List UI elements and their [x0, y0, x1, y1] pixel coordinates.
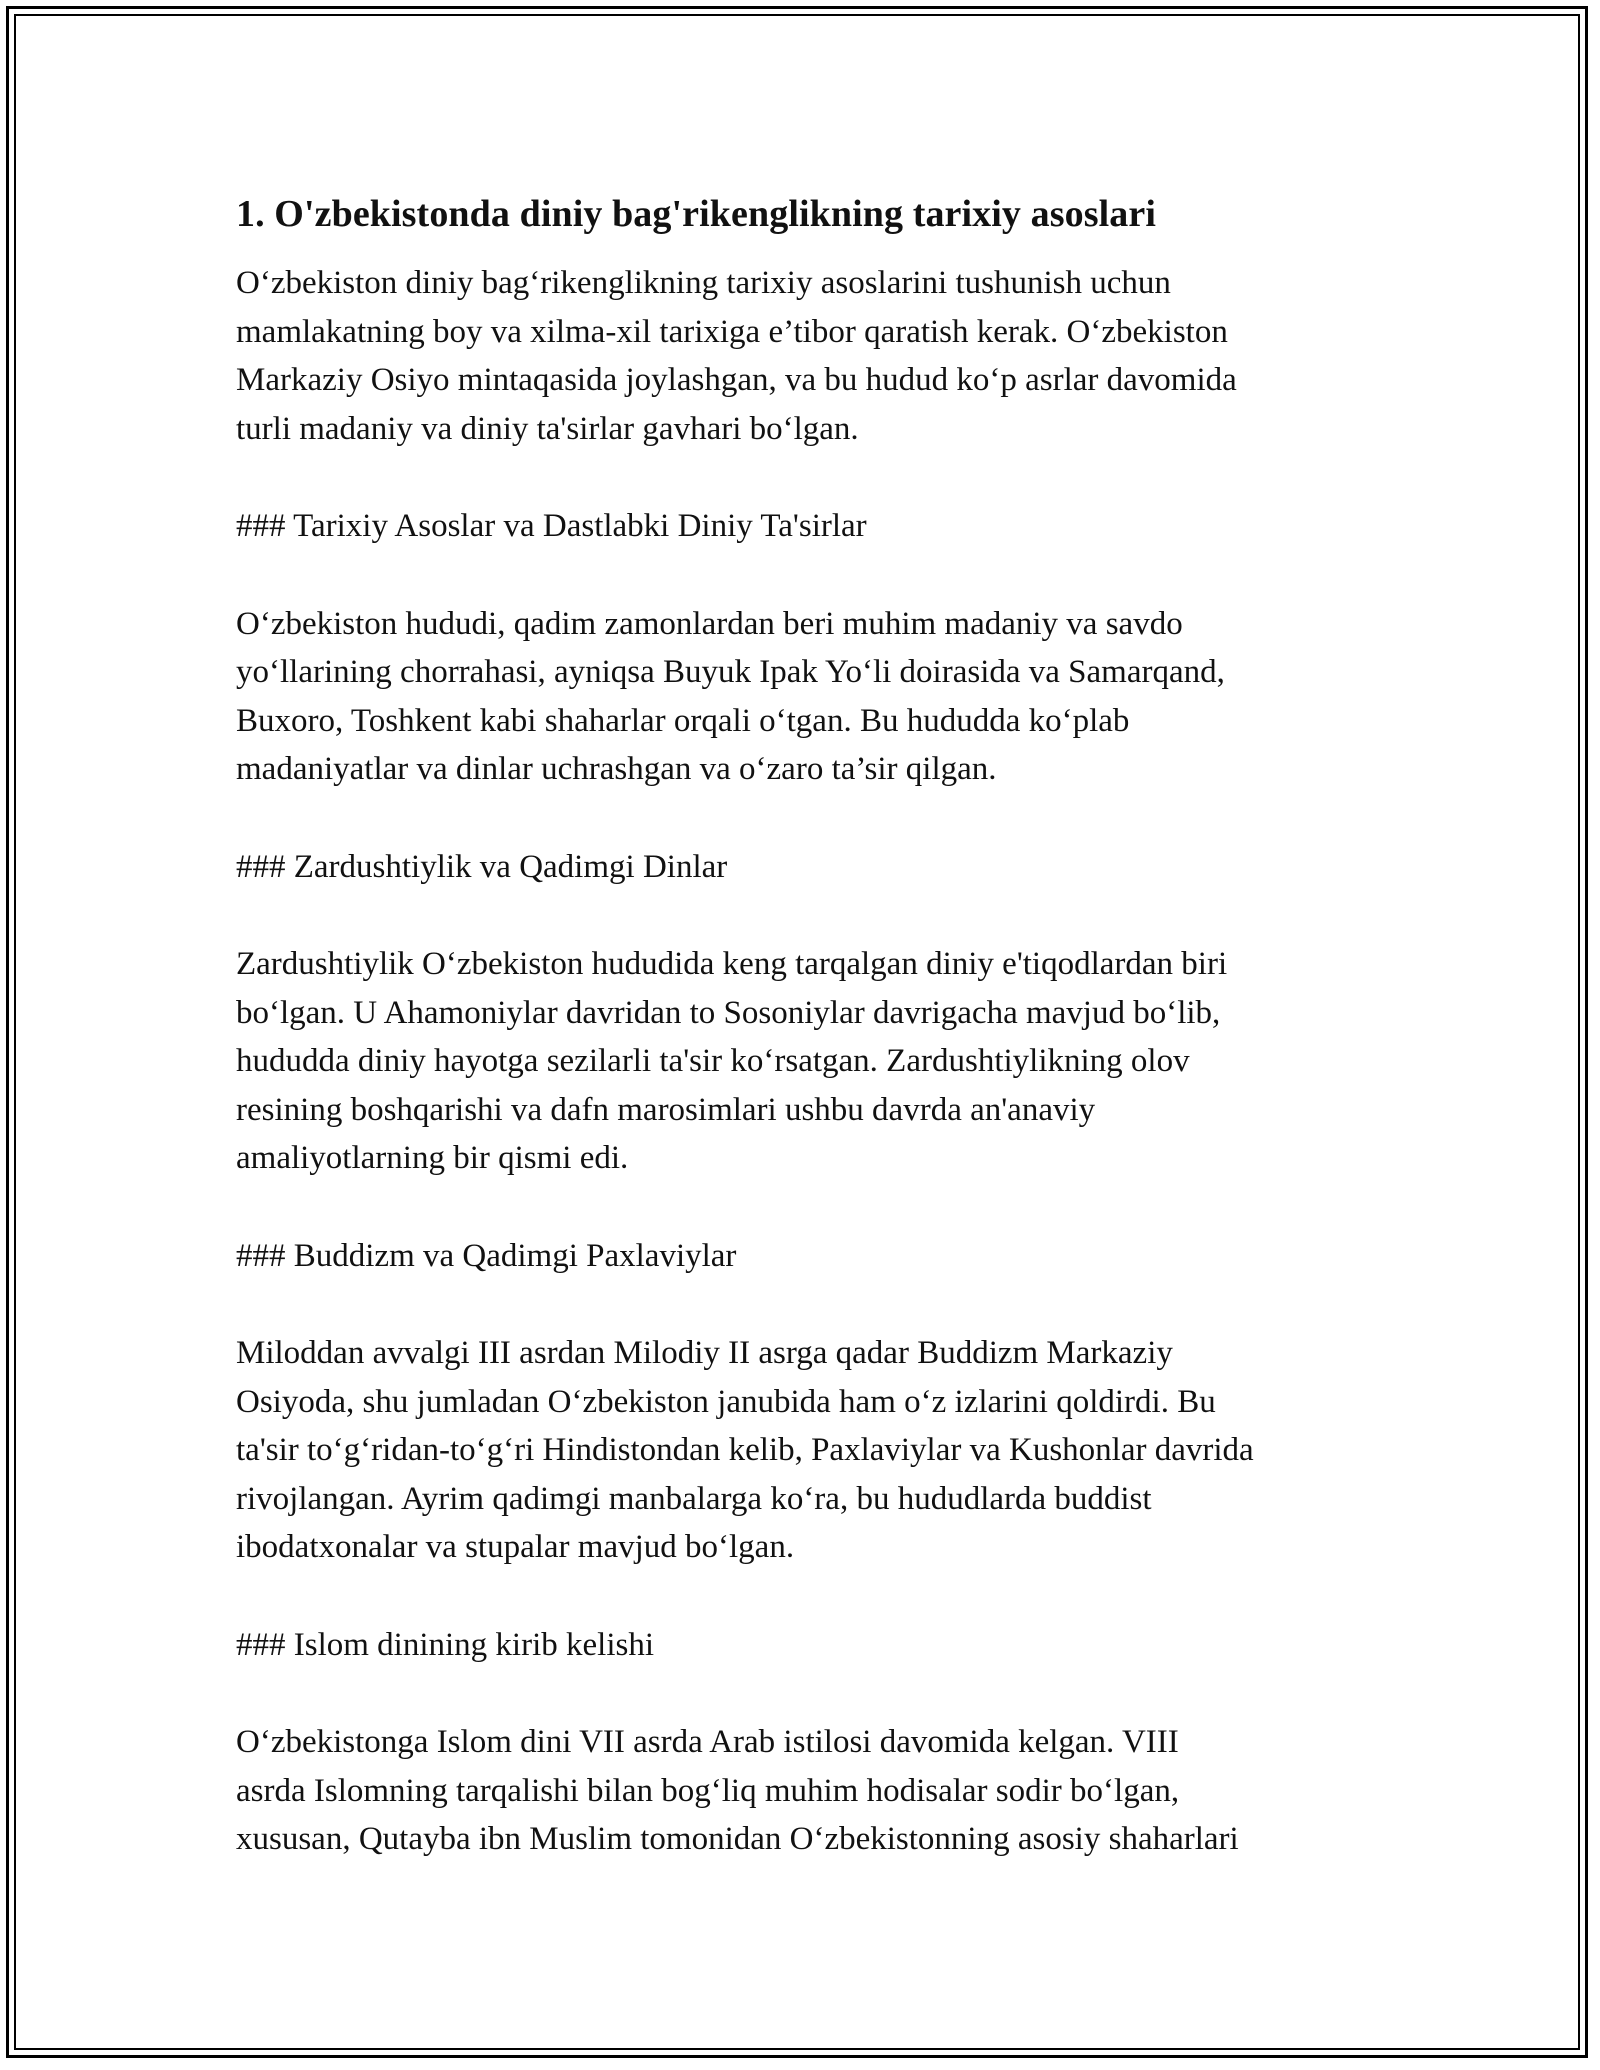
section-heading-buddizm: ### Buddizm va Qadimgi Paxlaviylar	[236, 1237, 737, 1274]
document-title: 1. O'zbekistonda diniy bag'rikenglikning tarixiy asoslari	[236, 193, 1156, 235]
text-line: Osiyoda, shu jumladan O‘zbekiston janubida ham o‘z izlarini qoldirdi. Bu	[236, 1383, 1216, 1420]
section-paragraph-tarixiy-asoslar	[236, 600, 1396, 794]
section-paragraph-islom	[236, 1718, 1396, 1864]
text-line: mamlakatning boy va xilma-xil tarixiga e’tibor qaratish kerak. O‘zbekiston	[236, 313, 1228, 350]
section-heading-zardushtiylik: ### Zardushtiylik va Qadimgi Dinlar	[236, 848, 728, 885]
text-line: hududda diniy hayotga sezilarli ta'sir ko‘rsatgan. Zardushtiylikning olov	[236, 1043, 1190, 1079]
text-line: Zardushtiylik O‘zbekiston hududida keng tarqalgan diniy e'tiqodlardan biri	[236, 946, 1228, 982]
text-line: O‘zbekiston diniy bag‘rikenglikning tarixiy asoslarini tushunish uchun	[236, 265, 1171, 301]
section-paragraph-buddizm	[236, 1329, 1396, 1572]
intro-paragraph	[236, 259, 1396, 453]
section-paragraph-zardushtiylik	[236, 940, 1396, 1183]
text-line: xususan, Qutayba ibn Muslim tomonidan O‘zbekistonning asosiy shaharlari	[236, 1821, 1239, 1857]
text-line: yo‘llarining chorrahasi, ayniqsa Buyuk Ipak Yo‘li doirasida va Samarqand,	[236, 654, 1225, 690]
text-line: rivojlangan. Ayrim qadimgi manbalarga ko‘ra, bu hududlarda buddist	[236, 1480, 1152, 1517]
text-line: bo‘lgan. U Ahamoniylar davridan to Sosoniylar davrigacha mavjud bo‘lib,	[236, 994, 1221, 1031]
text-line: asrda Islomning tarqalishi bilan bog‘liq muhim hodisalar sodir bo‘lgan,	[236, 1772, 1180, 1809]
text-line: Buxoro, Toshkent kabi shaharlar orqali o‘tgan. Bu hududda ko‘plab	[236, 702, 1130, 739]
text-line: O‘zbekiston hududi, qadim zamonlardan beri muhim madaniy va savdo	[236, 605, 1183, 642]
text-line: resining boshqarishi va dafn marosimlari ushbu davrda an'anaviy	[236, 1091, 1096, 1128]
text-line: Miloddan avvalgi III asrdan Milodiy II asrga qadar Buddizm Markaziy	[236, 1335, 1173, 1371]
text-line: O‘zbekistonga Islom dini VII asrda Arab istilosi davomida kelgan. VIII	[236, 1724, 1179, 1760]
document-body	[236, 185, 1396, 1864]
text-line: ta'sir to‘g‘ridan-to‘g‘ri Hindistondan kelib, Paxlaviylar va Kushonlar davrida	[236, 1432, 1254, 1468]
text-line: Markaziy Osiyo mintaqasida joylashgan, va bu hudud ko‘p asrlar davomida	[236, 362, 1237, 398]
section-heading-tarixiy-asoslar: ### Tarixiy Asoslar va Dastlabki Diniy Ta'sirlar	[236, 508, 867, 544]
text-line: amaliyotlarning bir qismi edi.	[236, 1140, 629, 1176]
text-line: madaniyatlar va dinlar uchrashgan va o‘zaro ta’sir qilgan.	[236, 751, 997, 787]
section-heading-islom: ### Islom dinining kirib kelishi	[236, 1626, 654, 1663]
text-line: ibodatxonalar va stupalar mavjud bo‘lgan.	[236, 1529, 795, 1565]
text-line: turli madaniy va diniy ta'sirlar gavhari bo‘lgan.	[236, 410, 859, 447]
